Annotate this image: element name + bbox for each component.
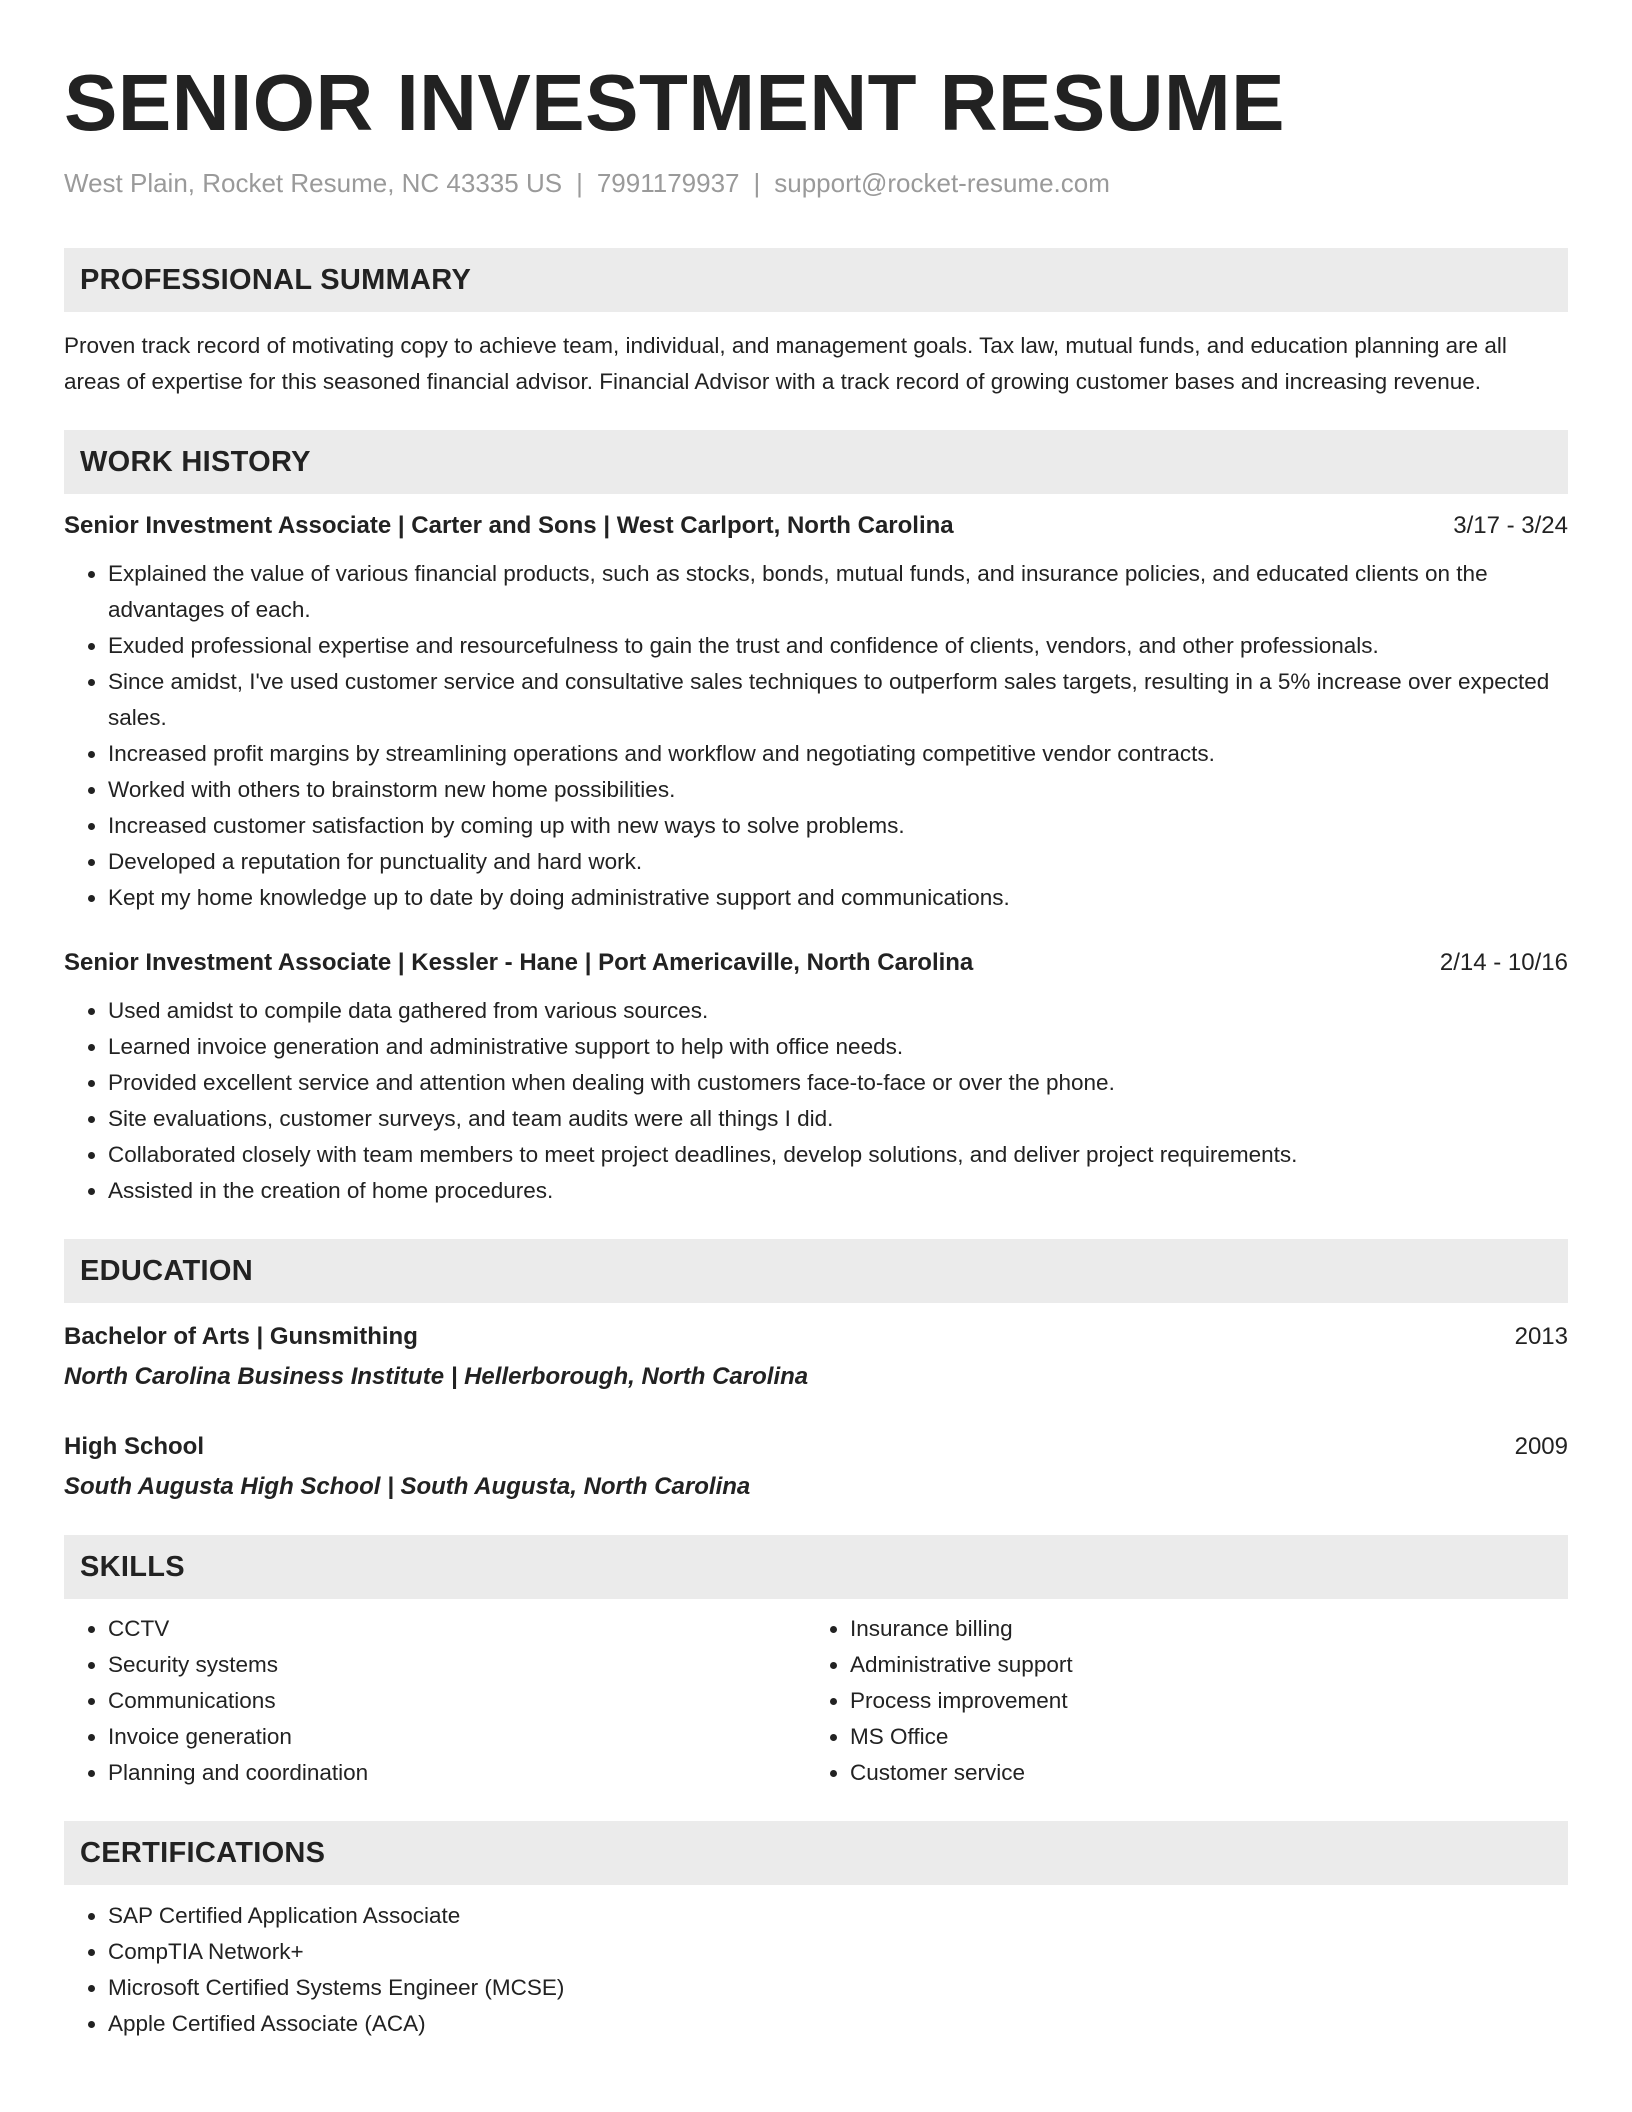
job-dates: 2/14 - 10/16 [1439,949,1568,976]
job-title-line: Senior Investment Associate | Carter and Sons | West Carlport, North Carolina [64,512,954,539]
resume-title: SENIOR INVESTMENT RESUME [64,58,1286,147]
skills-list [806,1611,1548,1791]
certifications-heading: CERTIFICATIONS [64,1821,1568,1885]
job-header [64,946,1568,980]
summary-heading: PROFESSIONAL SUMMARY [64,248,1568,312]
job-bullet: • Increased customer satisfaction by coming up with new ways to solve problems. [108,808,1568,844]
job-bullet: • Provided excellent service and attention when dealing with customers face-to-face or over the phone. [108,1065,1568,1101]
education-year: 2009 [1514,1433,1568,1460]
skill-item: • Communications [108,1683,806,1719]
skill-item: • Insurance billing [850,1611,1548,1647]
skill-item: • CCTV [108,1611,806,1647]
job-bullet: • Learned invoice generation and administrative support to help with office needs. [108,1029,1568,1065]
skills-column-right [806,1611,1548,1791]
job-bullet: • Worked with others to brainstorm new home possibilities. [108,772,1568,808]
job-bullet: • Assisted in the creation of home procedures. [108,1173,1568,1209]
education-degree: High School [64,1433,204,1460]
job-header [64,509,1568,543]
certification-item: • CompTIA Network+ [108,1934,1568,1970]
education-entry-header [64,1319,1568,1355]
contact-email: support@rocket-resume.com [774,168,1110,198]
contact-phone: 7991179937 [596,168,740,198]
contact-separator: | [753,168,761,198]
skills-heading: SKILLS [64,1535,1568,1599]
job-bullet: • Since amidst, I've used customer service and consultative sales techniques to outperform sales targets, resulting in a 5% increase over expected sales. [108,664,1568,736]
education-school: North Carolina Business Institute | Hellerborough, North Carolina [64,1363,809,1390]
skill-item: • Security systems [108,1647,806,1683]
job-bullet: • Used amidst to compile data gathered from various sources. [108,993,1568,1029]
skill-item: • MS Office [850,1719,1548,1755]
skill-item: • Invoice generation [108,1719,806,1755]
education-year: 2013 [1514,1323,1568,1350]
certification-item: • SAP Certified Application Associate [108,1898,1568,1934]
job-title-line: Senior Investment Associate | Kessler - Hane | Port Americaville, North Carolina [64,949,974,976]
certifications-list [64,1898,1568,2042]
work-history-heading: WORK HISTORY [64,430,1568,494]
contact-separator: | [576,168,583,198]
job-bullet: • Site evaluations, customer surveys, and team audits were all things I did. [108,1101,1568,1137]
contact-address: West Plain, Rocket Resume, NC 43335 US [64,168,563,198]
education-entry-header [64,1429,1568,1465]
skill-item: • Customer service [850,1755,1548,1791]
skill-item: • Process improvement [850,1683,1548,1719]
skills-list [64,1611,806,1791]
education-heading: EDUCATION [64,1239,1568,1303]
skill-item: • Planning and coordination [108,1755,806,1791]
summary-text: Proven track record of motivating copy to achieve team, individual, and management goals. Tax law, mutual funds, and education planning are all areas of expertise for this seasoned financial advisor. Financial Advisor with a track record of growing customer bases and increasing revenue. [64,333,1507,394]
resume-page [64,0,1568,2042]
skills-columns [64,1611,1568,1791]
certification-item: • Microsoft Certified Systems Engineer (MCSE) [108,1970,1568,2006]
job-bullet: • Explained the value of various financial products, such as stocks, bonds, mutual funds, and insurance policies, and educated clients on the advantages of each. [108,556,1568,628]
education-degree: Bachelor of Arts | Gunsmithing [64,1323,418,1350]
skills-column-left [64,1611,806,1791]
job-bullet: • Exuded professional expertise and resourcefulness to gain the trust and confidence of clients, vendors, and other professionals. [108,628,1568,664]
job-bullet-list [64,556,1568,916]
job-bullet-list [64,993,1568,1209]
certification-item: • Apple Certified Associate (ACA) [108,2006,1568,2042]
skill-item: • Administrative support [850,1647,1548,1683]
job-bullet: • Collaborated closely with team members to meet project deadlines, develop solutions, and deliver project requirements. [108,1137,1568,1173]
contact-line [64,166,1568,200]
job-bullet: • Developed a reputation for punctuality and hard work. [108,844,1568,880]
job-bullet: • Kept my home knowledge up to date by doing administrative support and communications. [108,880,1568,916]
job-dates: 3/17 - 3/24 [1453,512,1568,539]
education-school: South Augusta High School | South Augusta, North Carolina [64,1473,751,1500]
job-bullet: • Increased profit margins by streamlining operations and workflow and negotiating competitive vendor contracts. [108,736,1568,772]
